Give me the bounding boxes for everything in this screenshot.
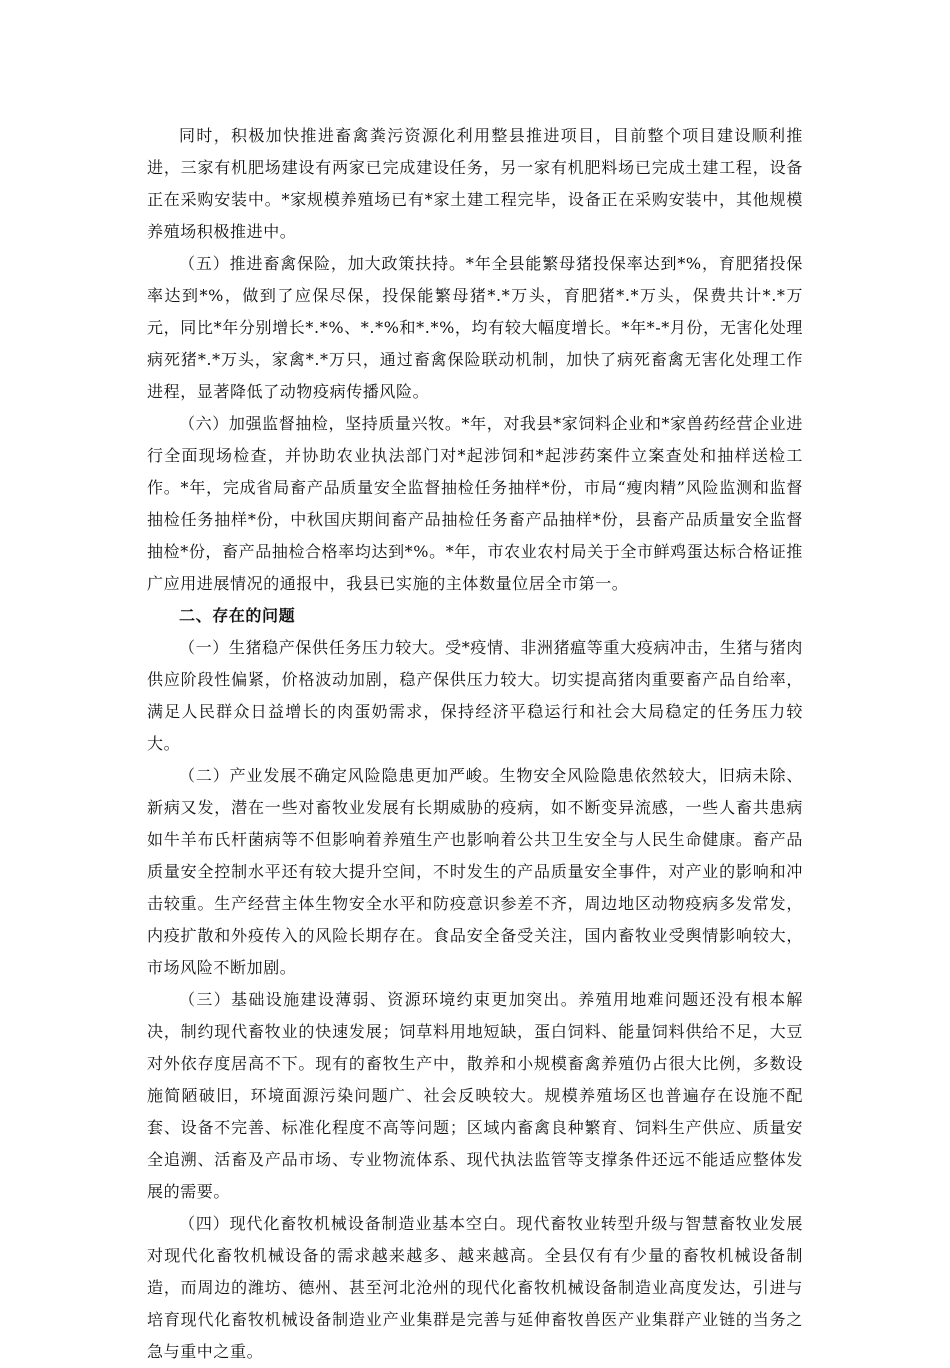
section-heading-problems: 二、存在的问题 (179, 606, 296, 625)
document-body (147, 120, 803, 1368)
paragraph-machinery-manufacturing: （四）现代化畜牧机械设备制造业基本空白。现代畜牧业转型升级与智慧畜牧业发展对现代化畜牧机械设备的需求越来越多、越来越高。全县仅有有少量的畜牧机械设备制造，而周边的潍坊、德州、甚至河北沧州的现代化畜牧机械设备制造业高度发达，引进与培育现代化畜牧机械设备制造业产业集群是完善与延伸畜牧兽医产业集群产业链的当务之急与重中之重。 (147, 1214, 803, 1361)
paragraph-livestock-insurance: （五）推进畜禽保险，加大政策扶持。*年全县能繁母猪投保率达到*%，育肥猪投保率达到*%，做到了应保尽保，投保能繁母猪*.*万头，育肥猪*.*万头，保费共计*.*万元，同比*年分别增长*.*%、*.*%和*.*%，均有较大幅度增长。*年*-*月份，无害化处理病死猪*.*万头，家禽*.*万只，通过畜禽保险联动机制，加快了病死畜禽无害化处理工作进程，显著降低了动物疫病传播风险。 (147, 254, 803, 401)
paragraph-infrastructure: （三）基础设施建设薄弱、资源环境约束更加突出。养殖用地难问题还没有根本解决，制约现代畜牧业的快速发展；饲草料用地短缺，蛋白饲料、能量饲料供给不足，大豆对外依存度居高不下。现有的畜牧生产中，散养和小规模畜禽养殖仍占很大比例，多数设施简陋破旧，环境面源污染问题广、社会反映较大。规模养殖场区也普遍存在设施不配套、设备不完善、标准化程度不高等问题；区域内畜禽良种繁育、饲料生产供应、质量安全追溯、活畜及产品市场、专业物流体系、现代执法监管等支撑条件还远不能适应整体发展的需要。 (147, 990, 803, 1201)
paragraph-pig-supply-pressure: （一）生猪稳产保供任务压力较大。受*疫情、非洲猪瘟等重大疫病冲击，生猪与猪肉供应阶段性偏紧，价格波动加剧，稳产保供压力较大。切实提高猪肉重要畜产品自给率，满足人民群众日益增长的肉蛋奶需求，保持经济平稳运行和社会大局稳定的任务压力较大。 (147, 638, 803, 753)
paragraph-manure-utilization: 同时，积极加快推进畜禽粪污资源化利用整县推进项目，目前整个项目建设顺利推进，三家有机肥场建设有两家已完成建设任务，另一家有机肥料场已完成土建工程，设备正在采购安装中。*家规模养殖场已有*家土建工程完毕，设备正在采购安装中，其他规模养殖场积极推进中。 (147, 126, 803, 241)
paragraph-industry-risk: （二）产业发展不确定风险隐患更加严峻。生物安全风险隐患依然较大，旧病未除、新病又发，潜在一些对畜牧业发展有长期威胁的疫病，如不断变异流感，一些人畜共患病如牛羊布氏杆菌病等不但影响着养殖生产也影响着公共卫生安全与人民生命健康。畜产品质量安全控制水平还有较大提升空间，不时发生的产品质量安全事件，对产业的影响和冲击较重。生产经营主体生物安全水平和防疫意识参差不齐，周边地区动物疫病多发常发，内疫扩散和外疫传入的风险长期存在。食品安全备受关注，国内畜牧业受舆情影响较大，市场风险不断加剧。 (147, 766, 803, 977)
paragraph-supervision-inspection: （六）加强监督抽检，坚持质量兴牧。*年，对我县*家饲料企业和*家兽药经营企业进行全面现场检查，并协助农业执法部门对*起涉饲和*起涉药案件立案查处和抽样送检工作。*年，完成省局畜产品质量安全监督抽检任务抽样*份，市局“瘦肉精”风险监测和监督抽检任务抽样*份，中秋国庆期间畜产品抽检任务畜产品抽样*份，县畜产品质量安全监督抽检*份，畜产品抽检合格率均达到*%。*年，市农业农村局关于全市鲜鸡蛋达标合格证推广应用进展情况的通报中，我县已实施的主体数量位居全市第一。 (147, 414, 803, 593)
